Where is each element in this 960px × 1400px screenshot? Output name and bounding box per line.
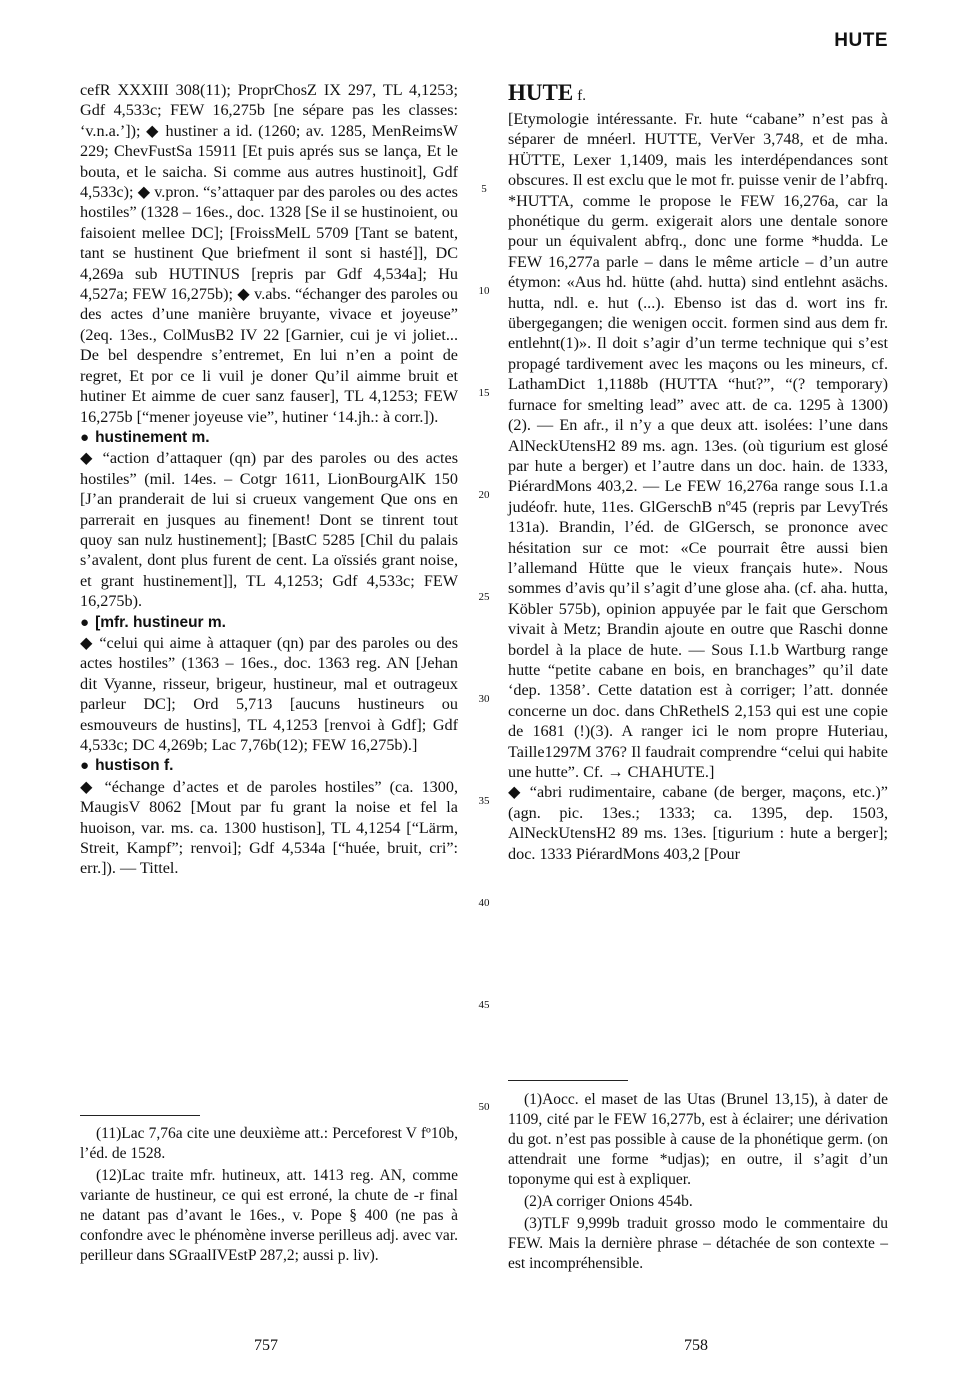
footnote-12: (12)Lac traite mfr. hutineux, att. 1413 reg. AN, comme variante de hustineur, ce qui est erroné, la chute de -r final ne datant pas d’avant le 16es., v. Pope § 400 (ne pas à confondre avec le phénomène inverse perilleus adj. avec var. perilleur dans SGraalIVEstP 287,2; aussi p. liv). — [80, 1167, 458, 1264]
left-paragraph-5: ◆ “celui qui aime à attaquer (qn) par des paroles ou des actes hostiles” (1363 – 16es., doc. 1363 reg. AN [Jehan dit Vyanne, risseur, brigeur, hustineur, mal et outrageux parleur DC]; Ord 5,713 [aucuns hustineurs ou esmouveurs de hustins], TL 4,1253 [renvoi à Gdf]; Gdf 4,533c; DC 4,269b; Lac 7,76b(12); FEW 16,275b).] — [80, 633, 458, 754]
line-number: 35 — [478, 795, 490, 807]
left-paragraph-3: ◆ “action d’attaquer (qn) par des paroles ou des actes hostiles” (mil. 14es. – Cotgr 1611, LionBourgAlK 150 [J’an pranderait de lui si crueux vangement Que ons en parrerait en jusques au finement! Dont se tinrent tout quoy san nulz hustinement]; [BastC 5285 [Chil du palais s’avalent, dont plus furent de cent. La oïssiés grant noise, et grant hustinement]], TL 4,1253; Gdf 4,533c; FEW 16,275b). — [80, 449, 458, 611]
bullet-icon — [80, 428, 95, 446]
left-paragraph-1: cefR XXXIII 308(11); ProprChosZ IX 297, TL 4,1253; Gdf 4,533c; FEW 16,275b [ne sépare pas les classes: ‘v.n.a.’]); ◆ hustiner a id. (1260; av. 1285, MenReimsW 229; ChevFustSa 15911 [Et puis aprés sus se lança, Et le bouta, et le saicha. Si comme aus autres hustinoit], Gdf 4,533c); ◆ v.pron. “s’attaquer par des paroles ou des actes hostiles” (1328 – 16es., doc. 1328 [Se il se hustinoient, ou faisoient mellee DC]; [FroissMelL 5709 [Tant se batent, tant se hustinent Que briefment il sont si hasté]], DC 4,269a sub HUTINUS [repris par Gdf 4,534a]; Hu 4,527a; FEW 16,275b); ◆ v.abs. “échanger des paroles ou des actes d’une manière bruyante, vivace et joyeuse” (2eq. 13es., ColMusB2 IV 22 [Garnier, cui je vi joliet... De bel despendre s’entremet, En lui n’en a point de regret, Et por ce li vuil je doner Qu’il aimme bruit et hutiner Et aimme de cuer sanz fauser], TL 4,1253; FEW 16,275b [“mener joyeuse vie”, hutiner ‘14.jh.: à corr.]). — [80, 81, 458, 426]
footnote-3: (3)TLF 9,999b traduit grosso modo le commentaire du FEW. Mais la dernière phrase – détachée de son contexte – est incompréhensible. — [508, 1215, 888, 1272]
line-number: 10 — [478, 285, 490, 297]
line-number: 15 — [478, 387, 490, 399]
line-number: 25 — [478, 591, 490, 603]
footnote-11: (11)Lac 7,76a cite une deuxième att.: Perceforest V fº10b, l’éd. de 1528. — [80, 1125, 458, 1162]
page-number-left: 757 — [254, 1337, 278, 1354]
line-number: 30 — [478, 693, 490, 705]
headword-gender: f. — [577, 88, 586, 104]
footnote-rule-right — [508, 1080, 628, 1081]
right-footnotes — [508, 1090, 888, 1276]
running-head: HUTE — [834, 30, 888, 51]
etymology-paragraph: [Etymologie intéressante. Fr. hute “cabane” n’est pas à séparer de mnéerl. HUTTE, VerVer 3,748, et de mha. HÜTTE, Lexer 1,1409, mais les interdépendances sont obscures. Il est exclu que le mot fr. puisse venir de l’abfrq. *HUTTA, comme le propose le FEW 16,276a, car la phonétique du germ. exigerait alors une dentale sonore pour un équivalent abfrq., donc une forme *hudda. Le FEW 16,277a parle – dans le même article – d’un autre étymon: «Aus hd. hütte (ahd. hutta) sind entlehnt asächs. hutta, ndl. e. hut (...). Ebenso ist das d. wort ins fr. übergegangen; die wenigen occit. formen sind aus dem fr. entlehnt(1)». Il doit s’agir d’un terme technique qui s’est propagé tardivement avec les maçons ou les mineurs, cf. LathamDict 1,1188b (HUTTA “hut?”, “(? temporary) furnace for smelting lead” avec att. de ca. 1295 à 1300)(2). — En afr., il n’y a que deux att. isolées: l’une dans AlNeckUtensH2 89 ms. agn. 13es. (où tigurium est glosé par hute a berger) et l’autre dans un doc. hain. de 1333, PiérardMons 403,2. — Le FEW 16,276a range sous I.1.a judéofr. hute, 11es. GlGerschB nº45 (repris par LevyTrés 131a). Brandin, l’éd. de GlGersch, se prononce avec hésitation sur ce mot: «Ce pourrait être aussi bien l’allemand Hütte que le vieux français hute». Nous sommes d’avis qu’il s’agit d’une glose aha. (cf. aha. hutta, Köbler 575b), opinion appuyée par le fait que Gerschom vivait à Metz; Brandin ajoute en outre que Raschi donne bordel à la place de hute. — Sous I.1.b Wartburg range hutte “petite cabane en bois, en branchages” qu’il date ‘dep. 1358’. Cette datation est à corriger; l’att. donnée concerne un doc. dans ChRethelS 2,153 qui est une copie de 1681 (!)(3). A ranger ici le nom propre Huteriau, Taille1297M 376? Il faudrait comprendre “celui qui habite une hutte”. Cf. → CHAHUTE.] — [508, 110, 888, 781]
line-number: 5 — [481, 183, 487, 195]
left-column — [80, 80, 458, 879]
headword: HUTE — [508, 80, 574, 105]
line-number: 20 — [478, 489, 490, 501]
sense-paragraph: ◆ “abri rudimentaire, cabane (de berger, maçons, etc.)” (agn. pic. 13es.; 1333; ca. 1395, dep. 1503, AlNeckUtensH2 89 ms. 13es. [tigurium : hute a berger]; doc. 1333 PiérardMons 403,2 [Pour — [508, 783, 888, 863]
left-footnotes — [80, 1124, 458, 1268]
subentry-hustinement: ● hustinement m. — [80, 427, 458, 448]
line-number: 50 — [478, 1101, 490, 1113]
subentry-hustison: ● hustison f. — [80, 755, 458, 776]
line-number: 40 — [478, 897, 490, 909]
footnote-rule-left — [80, 1115, 200, 1116]
bullet-icon — [80, 756, 95, 774]
entry-headword — [508, 80, 888, 109]
footnote-1: (1)Aocc. el maset de las Utas (Brunel 13,15), à dater de 1109, cité par le FEW 16,277b, est à éclairer; une dérivation du got. n’est pas possible à cause de la phonétique germ. (on attendrait une forme *udjas); en outre, il s’agit d’un toponyme qui est à expliquer. — [508, 1091, 888, 1188]
footnote-2: (2)A corriger Onions 454b. — [524, 1193, 693, 1210]
subentry-hustineur: ● [mfr. hustineur m. — [80, 612, 458, 633]
line-number: 45 — [478, 999, 490, 1011]
bullet-icon — [80, 613, 95, 631]
page-number-right: 758 — [684, 1337, 708, 1354]
left-paragraph-7: ◆ “échange d’actes et de paroles hostiles” (ca. 1300, MaugisV 8062 [Mout par fu grant la noise et fel la huoison, var. ms. ca. 1300 hustison], TL 4,1254 [“Lärm, Streit, Kampf”; renvoi]; Gdf 4,534a [“huée, bruit, cri”: err.]). — Tittel. — [80, 777, 458, 878]
right-column — [508, 80, 888, 864]
